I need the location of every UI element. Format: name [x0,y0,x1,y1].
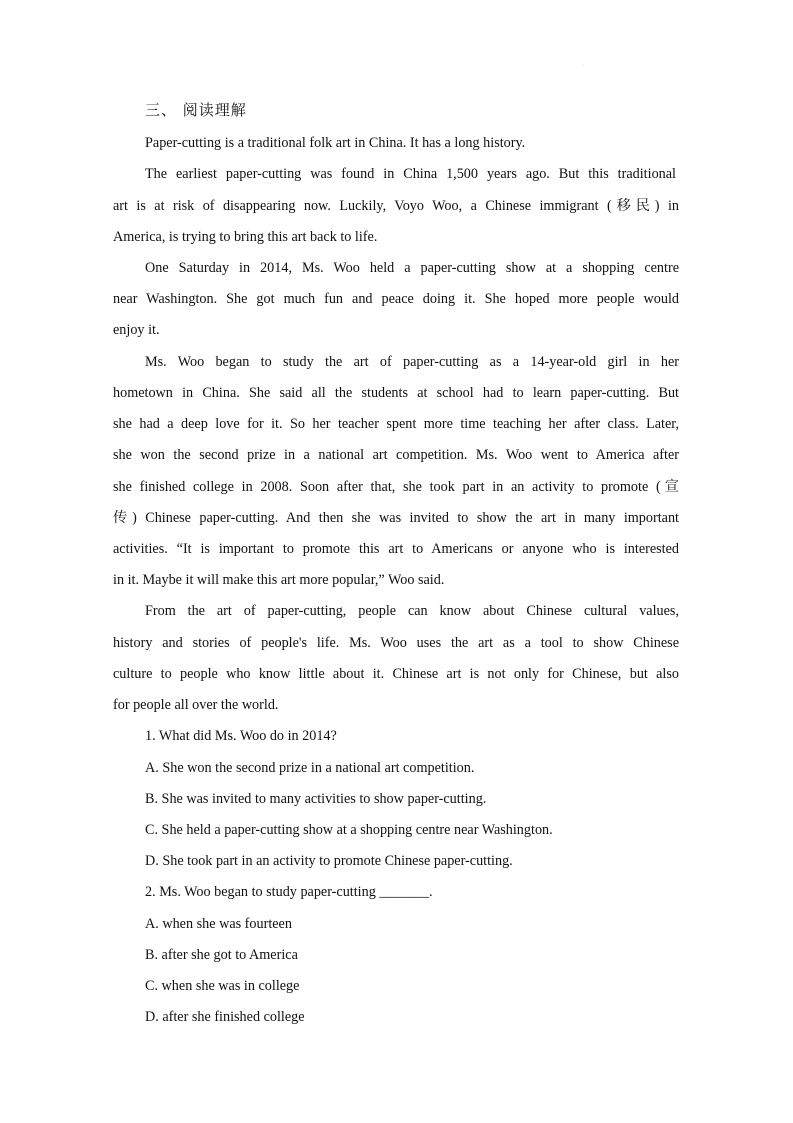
passage-line: Ms. Woo began to study the art of paper-cutting as a 14-year-old girl in her [145,354,679,370]
option-b[interactable]: B. She was invited to many activities to show paper-cutting. [145,791,487,807]
passage-line: From the art of paper-cutting, people can know about Chinese cultural values, [145,603,679,619]
corner-mark: · [582,62,584,68]
passage-line: culture to people who know little about it. Chinese art is not only for Chinese, but also [113,666,679,682]
question-stem: 2. Ms. Woo began to study paper-cutting _______. [145,884,433,900]
passage-line: for people all over the world. [113,697,279,713]
passage-line: near Washington. She got much fun and peace doing it. She hoped more people would [113,291,679,307]
option-d[interactable]: D. after she finished college [145,1009,305,1025]
option-a[interactable]: A. when she was fourteen [145,916,292,932]
section-heading: 三、 阅读理解 [145,101,247,119]
passage-line: hometown in China. She said all the students at school had to learn paper-cutting. But [113,385,679,401]
option-c[interactable]: C. when she was in college [145,978,300,994]
passage-line: 传) Chinese paper-cutting. And then she was invited to show the art in many important [113,510,679,526]
option-d[interactable]: D. She took part in an activity to promote Chinese paper-cutting. [145,853,513,869]
passage-line: Paper-cutting is a traditional folk art in China. It has a long history. [145,135,526,151]
question-stem: 1. What did Ms. Woo do in 2014? [145,728,337,744]
option-c[interactable]: C. She held a paper-cutting show at a shopping centre near Washington. [145,822,553,838]
option-b[interactable]: B. after she got to America [145,947,298,963]
passage-line: history and stories of people's life. Ms. Woo uses the art as a tool to show Chinese [113,635,679,651]
passage-line: One Saturday in 2014, Ms. Woo held a paper-cutting show at a shopping centre [145,260,679,276]
passage-line: in it. Maybe it will make this art more popular,” Woo said. [113,572,445,588]
passage-line: she won the second prize in a national art competition. Ms. Woo went to America after [113,447,679,463]
option-a[interactable]: A. She won the second prize in a national art competition. [145,760,475,776]
passage-line: The earliest paper-cutting was found in China 1,500 years ago. But this traditional [145,166,676,182]
passage-line: activities. “It is important to promote this art to Americans or anyone who is interested [113,541,679,557]
passage-line: America, is trying to bring this art back to life. [113,229,378,245]
passage-line: she finished college in 2008. Soon after that, she took part in an activity to promote (宣 [113,479,679,495]
passage-line: she had a deep love for it. So her teacher spent more time teaching her after class. Later, [113,416,679,432]
passage-line: enjoy it. [113,322,160,338]
passage-line: art is at risk of disappearing now. Luckily, Voyo Woo, a Chinese immigrant (移民) in [113,198,679,214]
